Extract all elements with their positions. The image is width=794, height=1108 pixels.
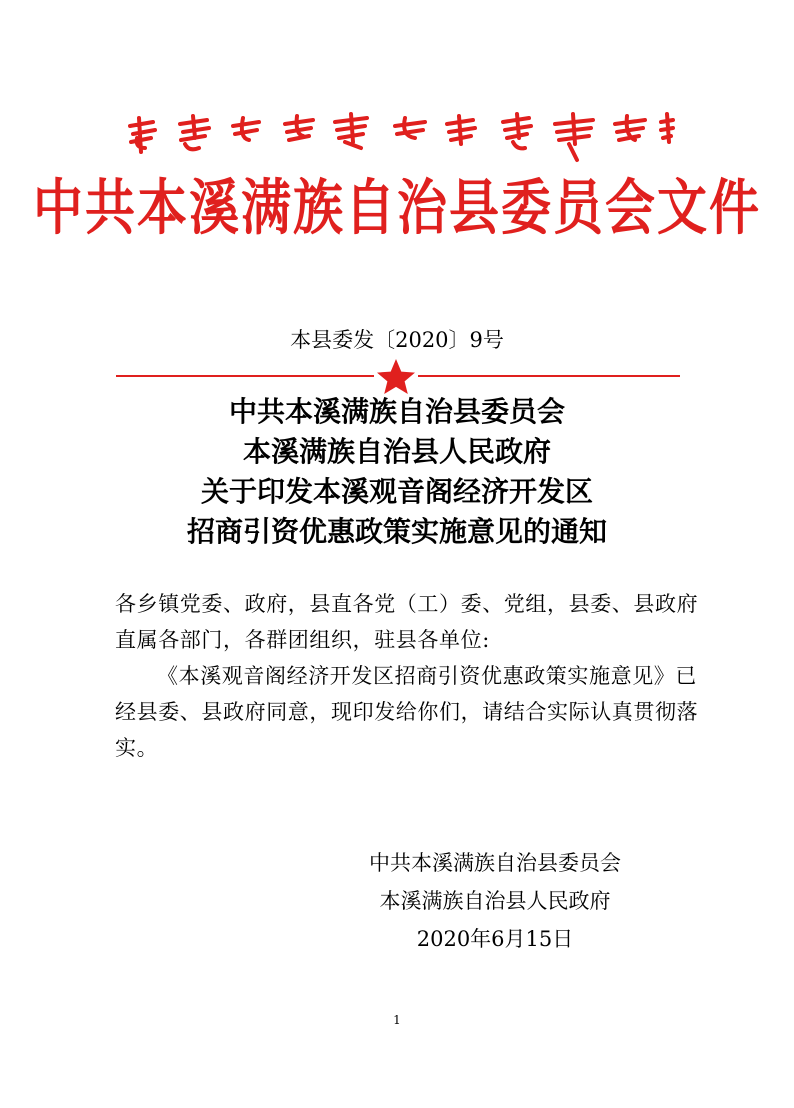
signature-org-party: 中共本溪满族自治县委员会 <box>369 851 621 875</box>
page-number: 1 <box>393 1013 401 1027</box>
document-title <box>0 392 794 552</box>
addressee-paragraph: 各乡镇党委、政府，县直各党（工）委、党组，县委、县政府直属各部门，各群团组织，驻县各单位: <box>115 592 699 652</box>
manchu-script-graphic <box>125 108 675 168</box>
red-rule-left <box>116 375 374 377</box>
signature-date: 2020年6月15日 <box>416 927 574 951</box>
document-body <box>115 586 705 766</box>
body-paragraph: 《本溪观音阁经济开发区招商引资优惠政策实施意见》已经县委、县政府同意，现印发给你们，请结合实际认真贯彻落实。 <box>115 664 699 760</box>
star-icon <box>374 358 418 394</box>
document-number: 本县委发〔2020〕9号 <box>290 328 504 352</box>
red-rule-right <box>418 375 680 377</box>
signature-block <box>330 844 660 958</box>
signature-org-government: 本溪满族自治县人民政府 <box>379 889 611 913</box>
red-header-title: 中共本溪满族自治县委员会文件 <box>33 173 761 243</box>
title-line: 招商引资优惠政策实施意见的通知 <box>186 515 607 548</box>
title-line: 中共本溪满族自治县委员会 <box>228 395 565 428</box>
title-line: 关于印发本溪观音阁经济开发区 <box>200 475 593 508</box>
title-line: 本溪满族自治县人民政府 <box>242 435 551 468</box>
